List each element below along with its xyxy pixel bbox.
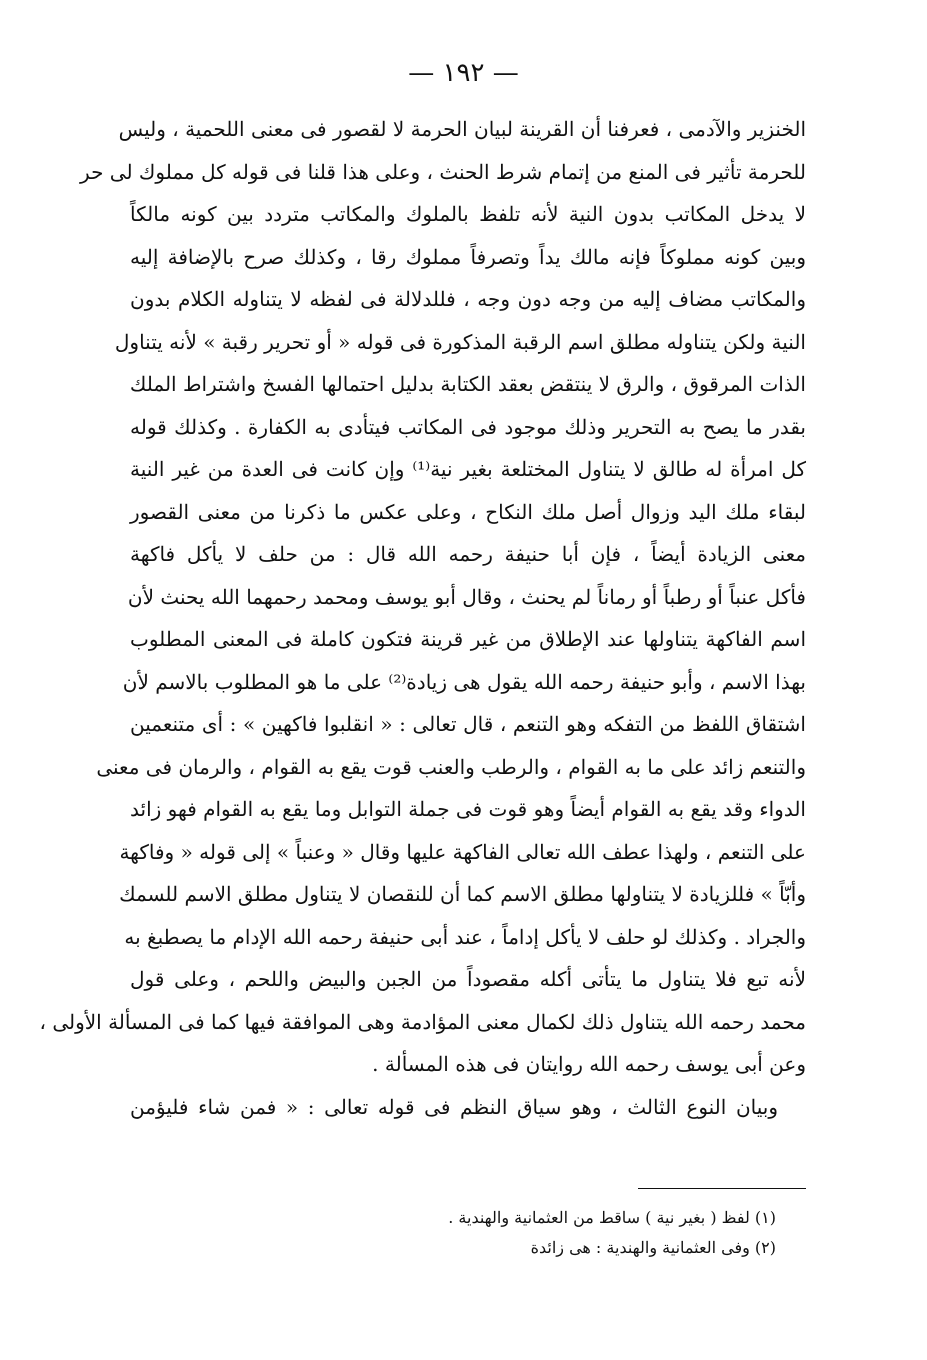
body-text <box>39 108 806 1128</box>
text-line: معنى الزيادة أيضاً ، فإن أبا حنيفة رحمه الله قال : من حلف لا يأكل فاكهة <box>130 542 806 566</box>
text-line: وبين كونه مملوكاً فإنه مالك يداً وتصرفاً مملوك رقا ، وكذلك صرح بالإضافة إليه <box>130 244 806 269</box>
text-line: والتنعم زائد على ما به القوام ، والرطب والعنب قوت يقع به القوام ، والرمان فى معنى <box>96 754 806 779</box>
text-line: محمد رحمه الله يتناول ذلك لكمال معنى المؤادمة وهى الموافقة فيها كما فى المسألة الأولى ، <box>39 1009 806 1034</box>
footnote-2: (٢) وفى العثمانية والهندية : هى زائدة <box>530 1238 776 1257</box>
text-line: كل امرأة له طالق لا يتناول المختلعة بغير نية⁽¹⁾ وإن كانت فى العدة من غير النية <box>130 457 806 481</box>
text-line: اشتقاق اللفظ من التفكه وهو التنعم ، قال تعالى : « انقلبوا فاكهين » : أى متنعمين <box>130 712 806 736</box>
text-line: الدواء وقد يقع به القوام أيضاً وهو قوت فى جملة التوابل وما يقع به القوام فهو زائد <box>130 797 806 821</box>
page-number: — ١٩٢ — <box>408 58 519 88</box>
text-line: للحرمة تأثير فى المنع من إتمام شرط الحنث ، وعلى هذا قلنا فى قوله كل مملوك لى حر <box>80 159 806 184</box>
text-line: النية ولكن يتناوله مطلق اسم الرقبة المذكورة فى قوله « أو تحرير رقبة » لأنه يتناول <box>114 329 806 354</box>
footnotes <box>330 1203 776 1263</box>
text-line: على التنعم ، ولهذا عطف الله تعالى الفاكهة عليها وقال « وعنباً » إلى قوله « وفاكهة <box>119 839 806 864</box>
paragraph-end-line: وعن أبى يوسف رحمه الله روايتان فى هذه المسألة . <box>372 1052 806 1076</box>
text-line: والجراد . وكذلك لو حلف لا يأكل إداماً ، عند أبى حنيفة رحمه الله الإدام ما يصطبغ به <box>124 924 806 949</box>
text-line: بقدر ما يصح به التحرير وذلك موجود فى المكاتب فيتأدى به الكفارة . وكذلك قوله <box>130 414 806 439</box>
paragraph-start-line: وبيان النوع الثالث ، وهو سياق النظم فى قوله تعالى : « فمن شاء فليؤمن <box>130 1094 778 1119</box>
text-line: لبقاء ملك اليد وزوال أصل ملك النكاح ، وعلى عكس ما ذكرنا من معنى القصور <box>130 499 806 524</box>
footnote-divider <box>638 1188 806 1189</box>
text-line: والمكاتب مضاف إليه من وجه دون وجه ، فللدلالة فى لفظه لا يتناوله الكلام بدون <box>130 287 806 311</box>
text-line: الذات المرقوق ، والرق لا ينتقض بعقد الكتابة بدليل احتمالها الفسخ واشتراط الملك <box>129 372 806 396</box>
footnote-1: (١) لفظ ( بغير نية ) ساقط من العثمانية والهندية . <box>448 1208 776 1227</box>
text-line: لا يدخل المكاتب بدون النية لأنه تلفظ بالملوك والمكاتب متردد بين كونه مالكاً <box>130 202 806 226</box>
text-line: بهذا الاسم ، وأبو حنيفة رحمه الله يقول هى زيادة⁽²⁾ على ما هو المطلوب بالاسم لأن <box>122 669 806 694</box>
text-line: اسم الفاكهة يتناولها عند الإطلاق من غير قرينة فتكون كاملة فى المعنى المطلوب <box>130 627 806 651</box>
text-line: وأبّاً » فللزيادة لا يتناولها مطلق الاسم كما أن للنقصان لا يتناول مطلق الاسم للسمك <box>119 882 806 906</box>
text-line: الخنزير والآدمى ، فعرفنا أن القرينة لبيان الحرمة لا لقصور فى معنى اللحمية ، وليس <box>118 117 806 141</box>
text-line: فأكل عنباً أو رطباً أو رماناً لم يحنث ، وقال أبو يوسف ومحمد رحمهما الله يحنث لأن <box>127 584 806 609</box>
text-line: لأنه تبع فلا يتناول ما يتأتى أكله مقصوداً من الجبن والبيض واللحم ، وعلى قول <box>130 967 806 991</box>
